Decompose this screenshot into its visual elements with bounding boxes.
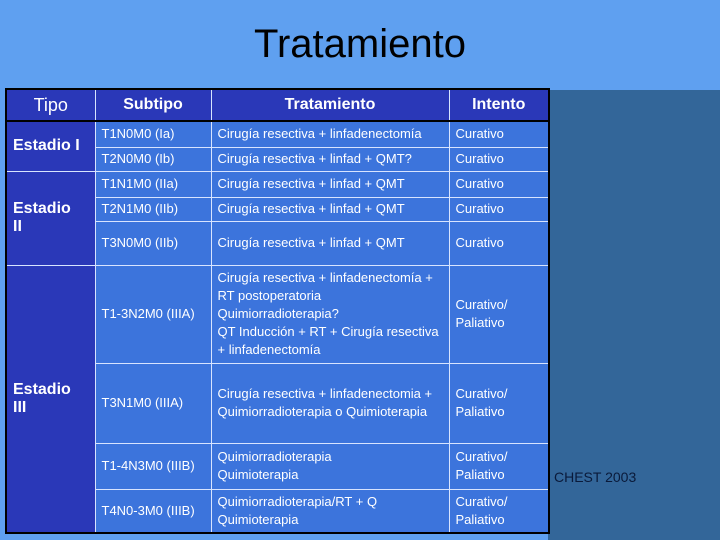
- subtipo-cell: T4N0-3M0 (IIIB): [95, 489, 211, 533]
- subtipo-cell: T2N0M0 (Ib): [95, 147, 211, 171]
- header-intento: Intento: [449, 89, 549, 121]
- stage-label: Estadio: [13, 380, 71, 398]
- intento-cell: Curativo: [449, 121, 549, 147]
- intento-cell: Curativo: [449, 221, 549, 265]
- subtipo-cell: T1-4N3M0 (IIIB): [95, 443, 211, 489]
- table-row: [6, 171, 549, 197]
- intento-cell: Curativo/ Paliativo: [449, 489, 549, 533]
- subtipo-cell: T3N0M0 (IIb): [95, 221, 211, 265]
- tratamiento-cell: Cirugía resectiva + linfadenectomía: [211, 121, 449, 147]
- subtipo-cell: T1-3N2M0 (IIIA): [95, 265, 211, 363]
- tratamiento-cell: Quimiorradioterapia Quimioterapia: [211, 443, 449, 489]
- stage-label: Estadio I: [13, 137, 80, 155]
- tratamiento-cell: Cirugía resectiva + linfadenectomía + RT postoperatoria Quimiorradioterapia? QT Inducción + RT + Cirugía resectiva + linfadenectomía: [211, 265, 449, 363]
- stage-label: II: [13, 218, 22, 235]
- tratamiento-cell: Cirugía resectiva + linfad + QMT: [211, 197, 449, 221]
- subtipo-cell: T1N1M0 (IIa): [95, 171, 211, 197]
- table-row: [6, 265, 549, 363]
- slide-title: Tratamiento: [254, 22, 466, 66]
- stage-iii-cell: [6, 265, 95, 533]
- source-citation: CHEST 2003: [554, 469, 637, 485]
- tratamiento-cell: Cirugía resectiva + linfad + QMT?: [211, 147, 449, 171]
- tratamiento-cell: Cirugía resectiva + linfad + QMT: [211, 171, 449, 197]
- stage-label: III: [13, 398, 27, 416]
- stage-i-cell: [6, 121, 95, 171]
- subtipo-cell: T3N1M0 (IIIA): [95, 363, 211, 443]
- intento-cell: Curativo/ Paliativo: [449, 363, 549, 443]
- table-row: [6, 121, 549, 147]
- tratamiento-cell: Cirugía resectiva + linfad + QMT: [211, 221, 449, 265]
- header-tratamiento: Tratamiento: [211, 89, 449, 121]
- subtipo-cell: T2N1M0 (IIb): [95, 197, 211, 221]
- stage-ii-cell: [6, 171, 95, 265]
- treatment-table: [5, 88, 550, 534]
- tratamiento-cell: Cirugía resectiva + linfadenectomia + Quimiorradioterapia o Quimioterapia: [211, 363, 449, 443]
- header-subtipo: Subtipo: [95, 89, 211, 121]
- header-tipo: Tipo: [6, 89, 95, 121]
- intento-cell: Curativo: [449, 197, 549, 221]
- stage-label: Estadio: [13, 200, 71, 217]
- intento-cell: Curativo/ Paliativo: [449, 443, 549, 489]
- header-row: [6, 89, 549, 121]
- intento-cell: Curativo/ Paliativo: [449, 265, 549, 363]
- intento-cell: Curativo: [449, 171, 549, 197]
- subtipo-cell: T1N0M0 (Ia): [95, 121, 211, 147]
- intento-cell: Curativo: [449, 147, 549, 171]
- tratamiento-cell: Quimiorradioterapia/RT + Q Quimioterapia: [211, 489, 449, 533]
